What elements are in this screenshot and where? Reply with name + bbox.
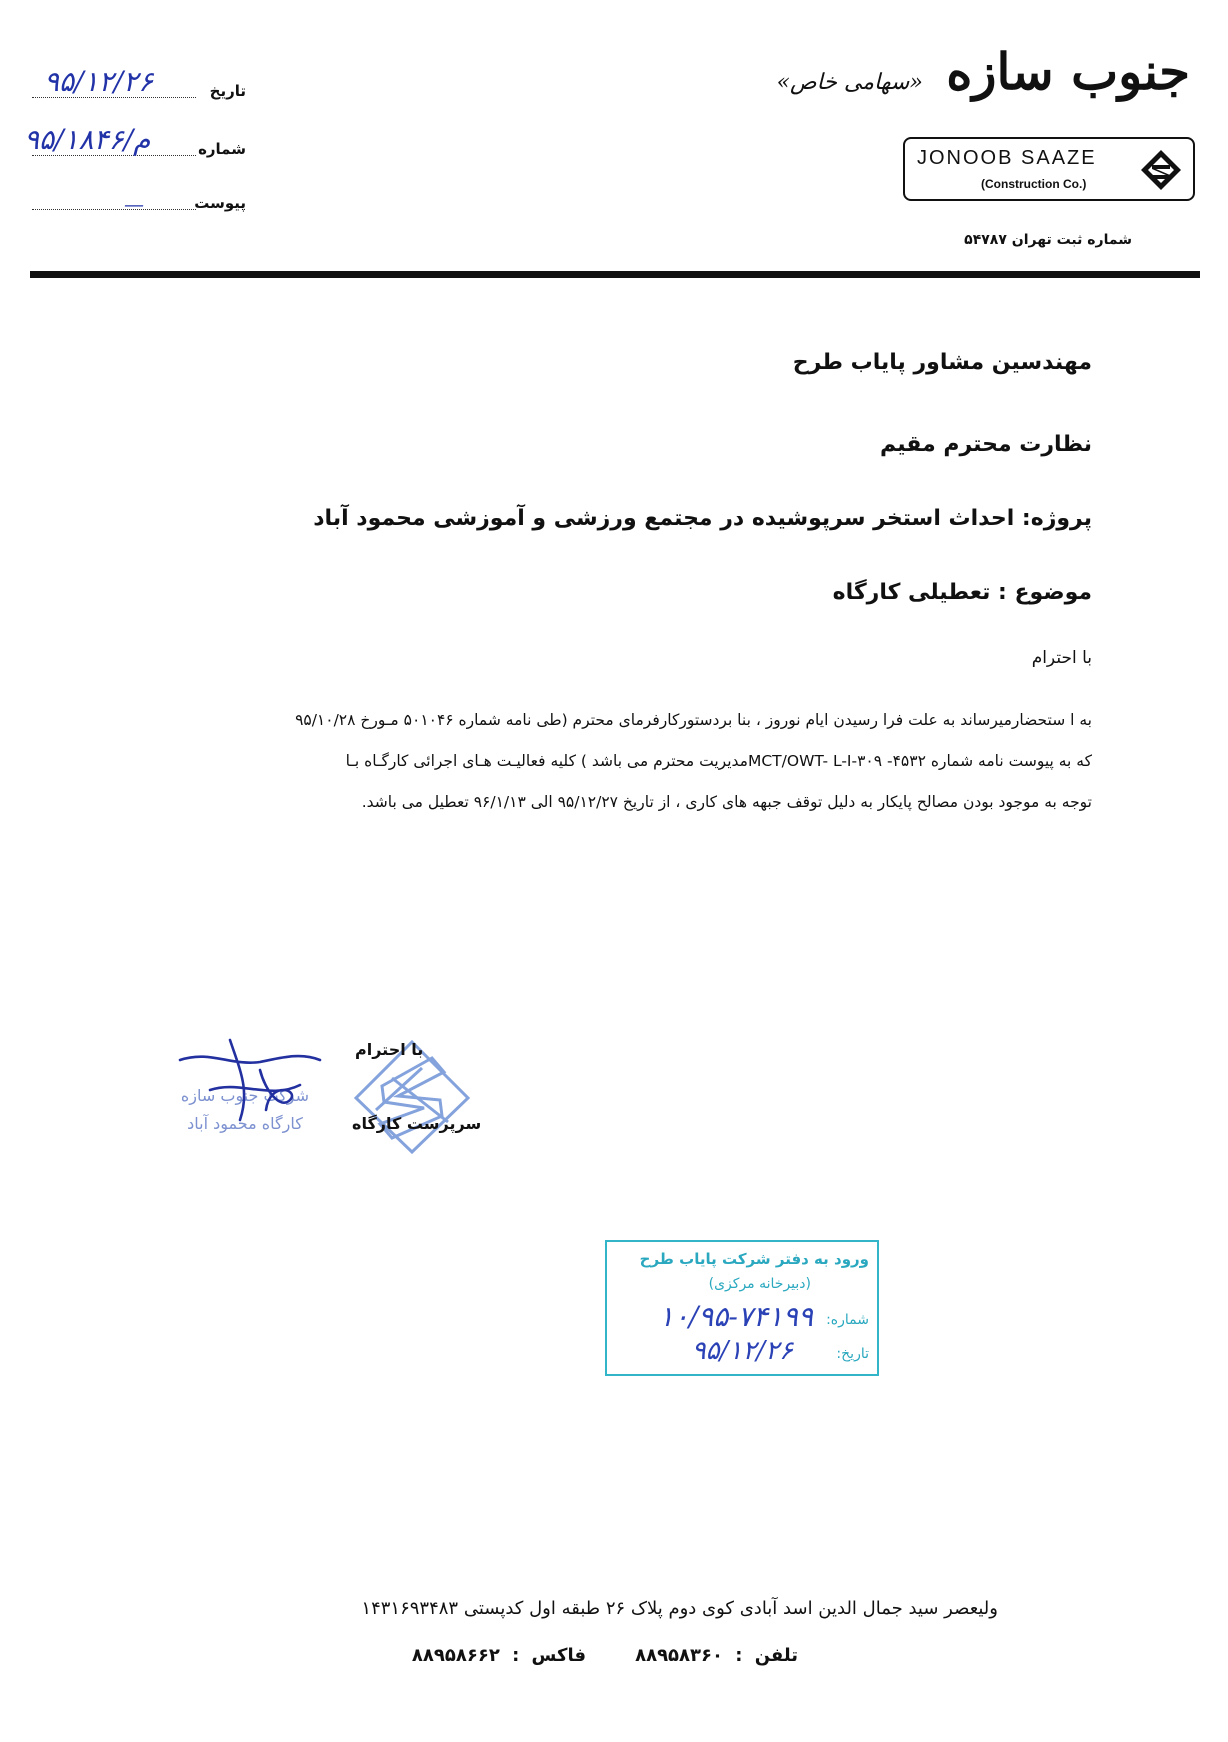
body-paragraph [152, 700, 1092, 823]
stamp-line-2: کارگاه محمود آباد [187, 1114, 303, 1133]
fax-value: ۸۸۹۵۸۶۶۲ [411, 1645, 500, 1666]
attachment-label: پیوست [194, 194, 246, 212]
recipient-line-1: مهندسین مشاور پایاب طرح [792, 350, 1092, 375]
date-field [24, 66, 246, 106]
receipt-number-label: شماره: [826, 1312, 869, 1328]
footer-address: ولیعصر سید جمال الدین اسد آبادی کوی دوم پلاک ۲۶ طبقه اول کدپستی ۱۴۳۱۶۹۳۴۸۳ [361, 1598, 998, 1619]
receipt-subtitle: (دبیرخانه مرکزی) [708, 1276, 811, 1292]
receipt-title: ورود به دفتر شرکت پایاب طرح [639, 1250, 869, 1268]
attachment-field [24, 178, 246, 218]
signature-block [140, 1030, 480, 1170]
company-name-en-sub: (Construction Co.) [981, 177, 1087, 191]
signature-scribble [170, 1030, 370, 1150]
project-title: پروژه: احداث استخر سرپوشیده در مجتمع ورزشی و آموزشی محمود آباد [313, 506, 1092, 531]
registration-number: شماره ثبت تهران ۵۴۷۸۷ [964, 232, 1132, 248]
recipient-line-2: نظارت محترم مقیم [880, 432, 1092, 457]
company-name-fa [776, 42, 1190, 113]
phone-label: تلفن : [735, 1645, 798, 1666]
greeting: با احترام [1031, 648, 1092, 668]
receipt-date-value: ۹۵/۱۲/۲۶ [691, 1336, 793, 1366]
number-value: ۹۵/۱۸۴۶/م [24, 123, 151, 156]
fax-label: فاکس : [512, 1645, 587, 1666]
date-value: ۹۵/۱۲/۲۶ [44, 65, 154, 98]
attachment-value: — [124, 192, 145, 216]
subject-line: موضوع : تعطیلی کارگاه [832, 580, 1092, 605]
signature-title: سرپرست کارگاه [352, 1114, 482, 1133]
receipt-date-label: تاریخ: [836, 1346, 869, 1362]
company-logo-box [903, 137, 1195, 201]
header-divider [30, 271, 1200, 278]
body-line: که به پیوست نامه شماره ۴۵۳۲- MCT/OWT- L-I-۳۰۹مدیریت محترم می باشد ) کلیه فعالیـت هـای اجرائی کارگـاه بـا [345, 752, 1092, 770]
footer-contacts [412, 1645, 798, 1666]
phone-value: ۸۸۹۵۸۳۶۰ [635, 1645, 723, 1666]
company-name-en: JONOOB SAAZE [917, 147, 1097, 169]
attachment-dotted-line [32, 209, 196, 210]
receipt-number-value: ۱۰/۹۵-۷۴۱۹۹ [658, 1300, 813, 1333]
number-label: شماره [198, 140, 246, 158]
body-line: توجه به موجود بودن مصالح پایکار به دلیل توقف جبهه های کاری ، از تاریخ ۹۵/۱۲/۲۷ الی ۹۶/۱/۱۳ تعطیل می باشد. [361, 793, 1092, 811]
body-line: به ا ستحضارمیرساند به علت فرا رسیدن ایام نوروز ، بنا بردستورکارفرمای محترم (طی نامه شماره ۵۰۱۰۴۶ مـورخ ۹۵/۱۰/۲۸ [295, 711, 1092, 729]
receipt-stamp [605, 1240, 879, 1376]
signature-closing: با احترام [355, 1040, 424, 1059]
date-label: تاریخ [209, 82, 246, 100]
company-name-fa-text: جنوب سازه [946, 42, 1190, 101]
stamp-line-1: شرکت جنوب سازه [180, 1086, 310, 1105]
company-logo-icon [1139, 148, 1183, 192]
number-field [24, 124, 246, 164]
company-type: «سهامی خاص» [776, 70, 923, 95]
